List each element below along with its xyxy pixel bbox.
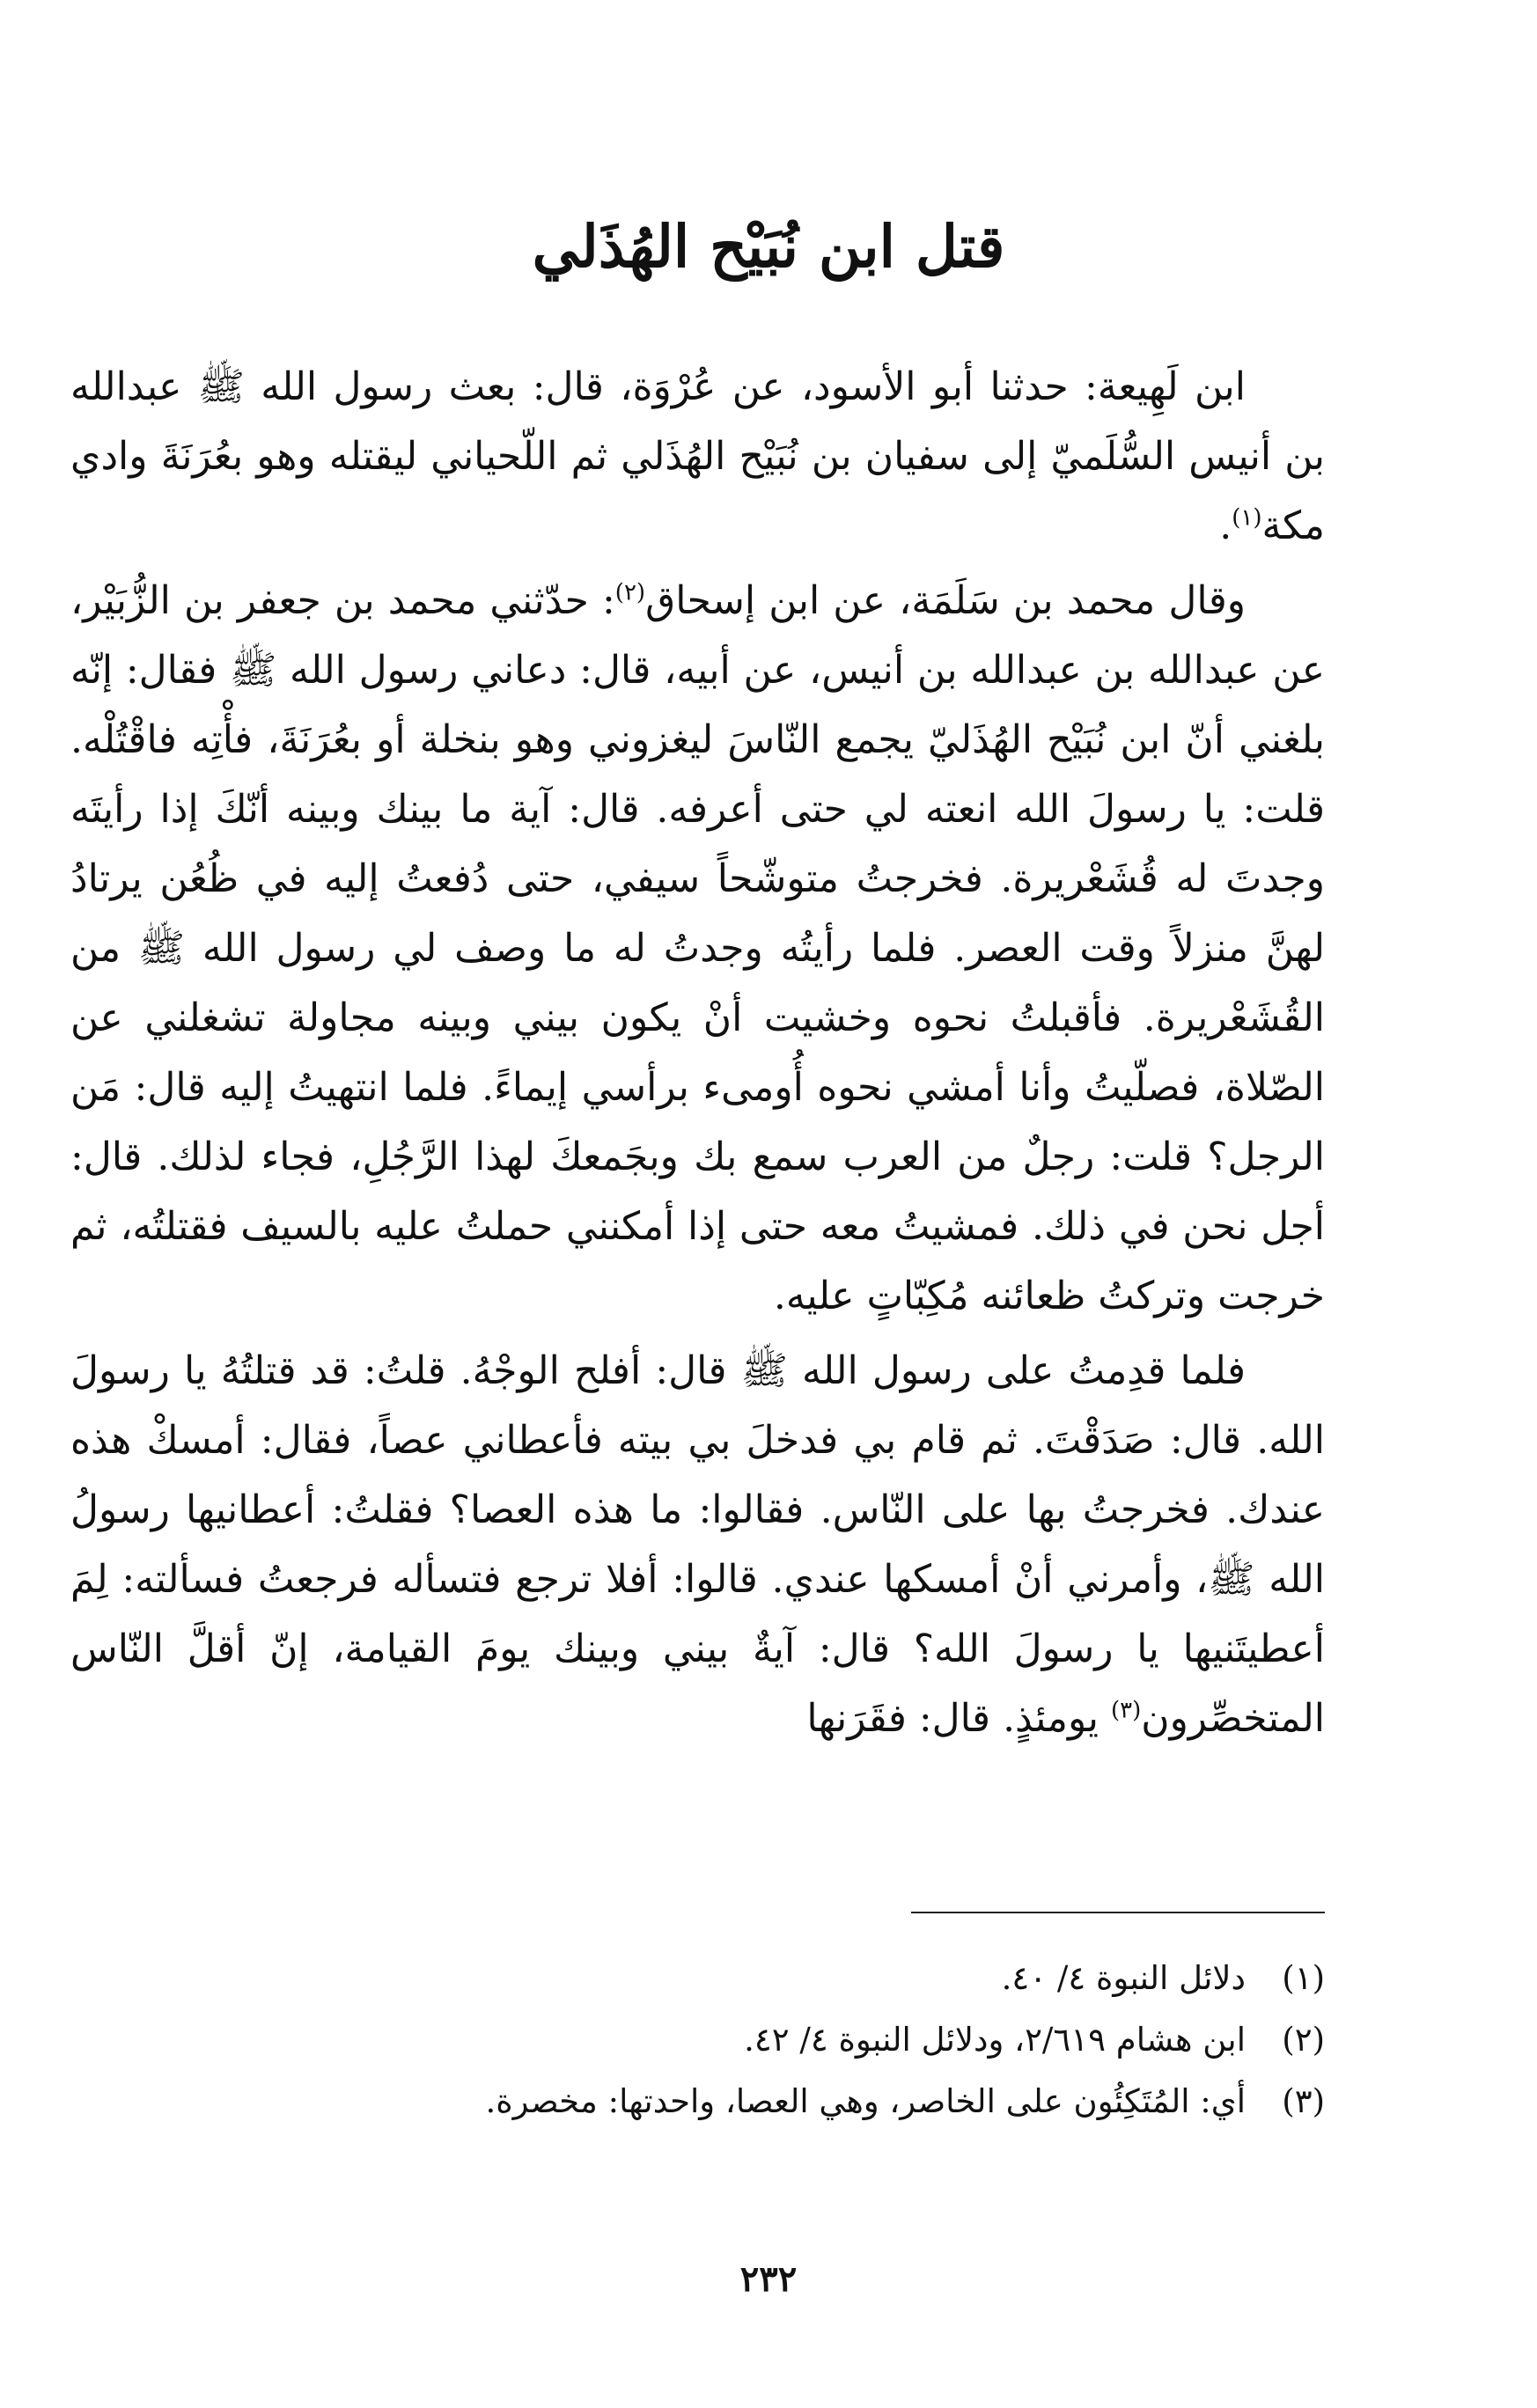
footnote-2	[70, 2011, 1325, 2069]
footnote-ref-3: (٣)	[1110, 1697, 1142, 1724]
paragraph-1	[70, 352, 1325, 561]
footnote-3	[70, 2073, 1325, 2131]
paragraph-1-text: ابن لَهِيعة: حدثنا أبو الأسود، عن عُرْوَة، قال: بعث رسول الله ﷺ عبدالله بن أنيس السُّلَميّ إلى سفيان بن نُبَيْح الهُذَلي ثم اللّحياني ليقتله وهو بعُرَنَةَ وادي مكة	[70, 364, 1325, 548]
paragraph-2-tail: : حدّثني محمد بن جعفر بن الزُّبَيْر، عن عبدالله بن عبدالله بن أنيس، عن أبيه، قال: دعاني رسول الله ﷺ فقال: إنّه بلغني أنّ ابن نُبَيْح الهُذَليّ يجمع النّاسَ ليغزوني وهو بنخلة أو بعُرَنَةَ، فأْتِه فاقْتُلْه. قلت: يا رسولَ الله انعته لي حتى أعرفه. قال: آية ما بينك وبينه أنّكَ إذا رأيتَه وجدتَ له قُشَعْريرة. فخرجتُ متوشّحاً سيفي، حتى دُفعتُ إليه في ظُعُن يرتادُ لهنَّ منزلاً وقت العصر. فلما رأيتُه وجدتُ له ما وصف لي رسول الله ﷺ من القُشَعْريرة. فأقبلتُ نحوه وخشيت أنْ يكون بيني وبينه مجاولة تشغلني عن الصّلاة، فصلّيتُ وأنا أمشي نحوه أُومىء برأسي إيماءً. فلما انتهيتُ إليه قال: مَن الرجل؟ قلت: رجلٌ من العرب سمع بك وبجَمعكَ لهذا الرَّجُلِ، فجاء لذلك. قال: أجل نحن في ذلك. فمشيتُ معه حتى إذا أمكنني حملتُ عليه بالسيف فقتلتُه، ثم خرجت وتركتُ ظعائنه مُكِبّاتٍ عليه.	[70, 578, 1325, 1318]
paragraph-1-tail: .	[1219, 503, 1232, 548]
main-text	[70, 352, 1325, 1758]
page-number: ٢٣٢	[739, 2258, 798, 2300]
footnote-3-number: (٣)	[1282, 2082, 1325, 2120]
footnote-ref-1: (١)	[1232, 504, 1262, 532]
chapter-title: قتل ابن نُبَيْح الهُذَلي	[532, 212, 1005, 281]
footnote-2-text: ابن هشام ٢/٦١٩، ودلائل النبوة ٤/ ٤٢.	[744, 2021, 1246, 2059]
footnote-1-text: دلائل النبوة ٤/ ٤٠.	[1001, 1959, 1246, 1997]
footnote-2-number: (٢)	[1282, 2021, 1325, 2059]
footnote-3-text: أي: المُتَكِئُون على الخاصر، وهي العصا، واحدتها: مخصرة.	[485, 2082, 1246, 2120]
footnotes	[70, 1949, 1325, 2134]
paragraph-2-text: وقال محمد بن سَلَمَة، عن ابن إسحاق	[645, 578, 1247, 623]
footnote-ref-2: (٢)	[614, 579, 646, 606]
footnote-divider	[911, 1912, 1325, 1913]
paragraph-3	[70, 1336, 1325, 1753]
footnote-1	[70, 1949, 1325, 2008]
paragraph-3-text: فلما قدِمتُ على رسول الله ﷺ قال: أفلح الوجْهُ. قلتُ: قد قتلتُهُ يا رسولَ الله. قال: صَدَقْتَ. ثم قام بي فدخلَ بي بيته فأعطاني عصاً، فقال: أمسكْ هذه عندك. فخرجتُ بها على النّاس. فقالوا: ما هذه العصا؟ فقلتُ: أعطانيها رسولُ الله ﷺ، وأمرني أنْ أمسكها عندي. قالوا: أفلا ترجع فتسأله فرجعتُ فسألته: لِمَ أعطيتَنيها يا رسولَ الله؟ قال: آيةٌ بيني وبينك يومَ القيامة، إنّ أقلَّ النّاس المتخصِّرون	[70, 1348, 1325, 1741]
footnote-1-number: (١)	[1282, 1959, 1325, 1997]
paragraph-3-tail: يومئذٍ. قال: فقَرَنها	[806, 1696, 1111, 1741]
paragraph-2	[70, 566, 1325, 1331]
